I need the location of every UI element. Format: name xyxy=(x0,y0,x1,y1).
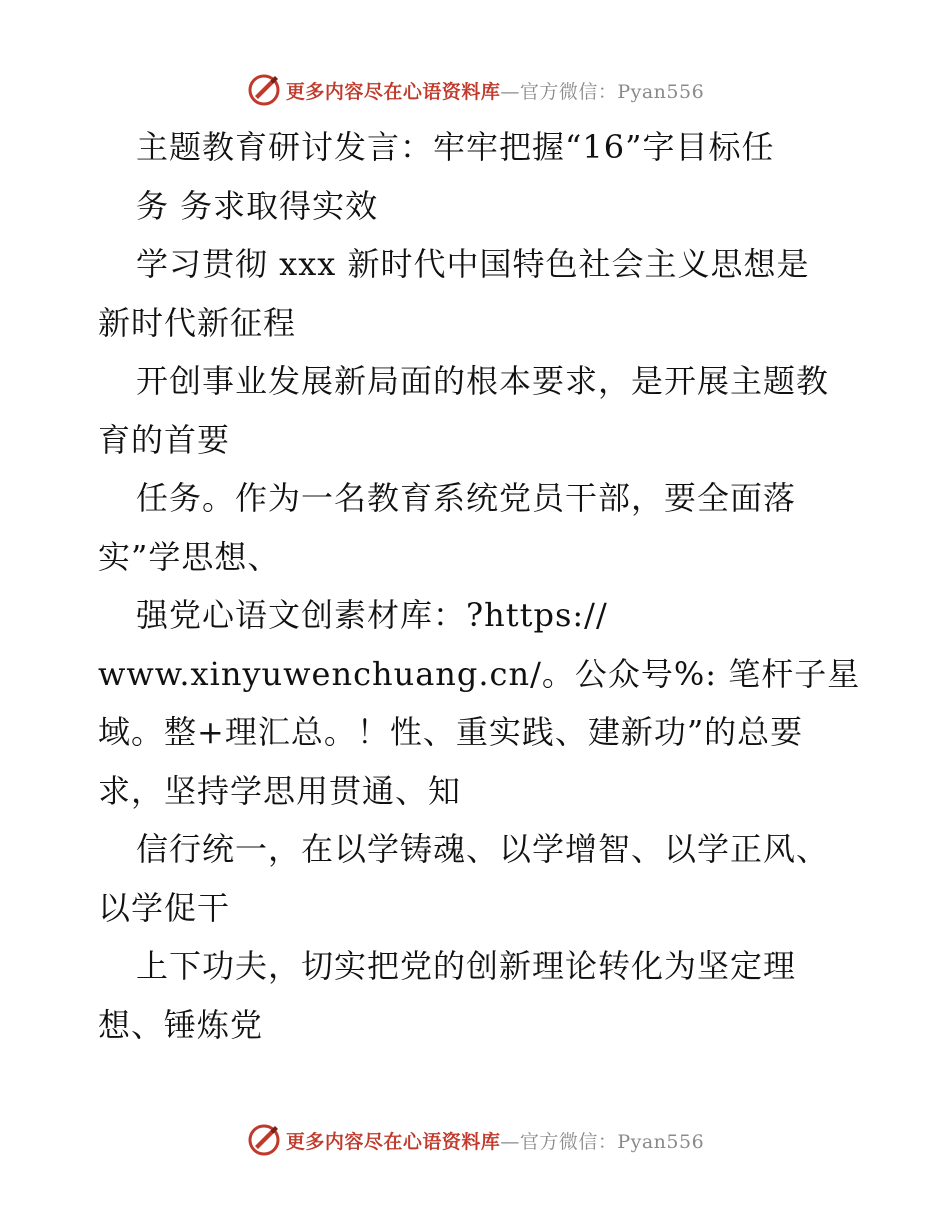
doc-line: 育的首要 xyxy=(98,420,231,459)
doc-line: 学习贯彻 xxx 新时代中国特色社会主义思想是 xyxy=(136,245,810,283)
footer-banner xyxy=(0,1118,950,1162)
header-banner xyxy=(0,68,950,112)
doc-line: 开创事业发展新局面的根本要求，是开展主题教 xyxy=(136,362,830,400)
doc-line: 主题教育研讨发言：牢牢把握“16”字目标任 xyxy=(136,128,775,166)
doc-line: 强党心语文创素材库：?https:// xyxy=(136,596,608,634)
doc-line: 域。整+理汇总。！性、重实践、建新功”的总要 xyxy=(98,713,804,751)
doc-line: 实”学思想、 xyxy=(98,537,281,576)
doc-line: 想、锤炼党 xyxy=(98,1005,264,1044)
footer-banner-text: 更多内容尽在心语资料库—官方微信：Pyan556 xyxy=(285,1130,705,1153)
brush-logo-icon xyxy=(246,1122,282,1158)
doc-line: 求，坚持学思用贯通、知 xyxy=(98,771,462,810)
doc-line: 新时代新征程 xyxy=(98,303,297,342)
doc-line: www.xinyuwenchuang.cn/。公众号%: 笔杆子星 xyxy=(98,654,861,693)
doc-line: 信行统一，在以学铸魂、以学增智、以学正风、 xyxy=(136,830,830,868)
doc-line: 任务。作为一名教育系统党员干部，要全面落 xyxy=(136,479,797,517)
doc-line: 以学促干 xyxy=(98,888,231,927)
doc-line: 上下功夫，切实把党的创新理论转化为坚定理 xyxy=(136,947,797,985)
brush-logo-icon xyxy=(246,72,282,108)
doc-line: 务 务求取得实效 xyxy=(136,186,379,225)
document-body xyxy=(98,118,861,1054)
header-banner-text: 更多内容尽在心语资料库—官方微信：Pyan556 xyxy=(285,80,705,103)
